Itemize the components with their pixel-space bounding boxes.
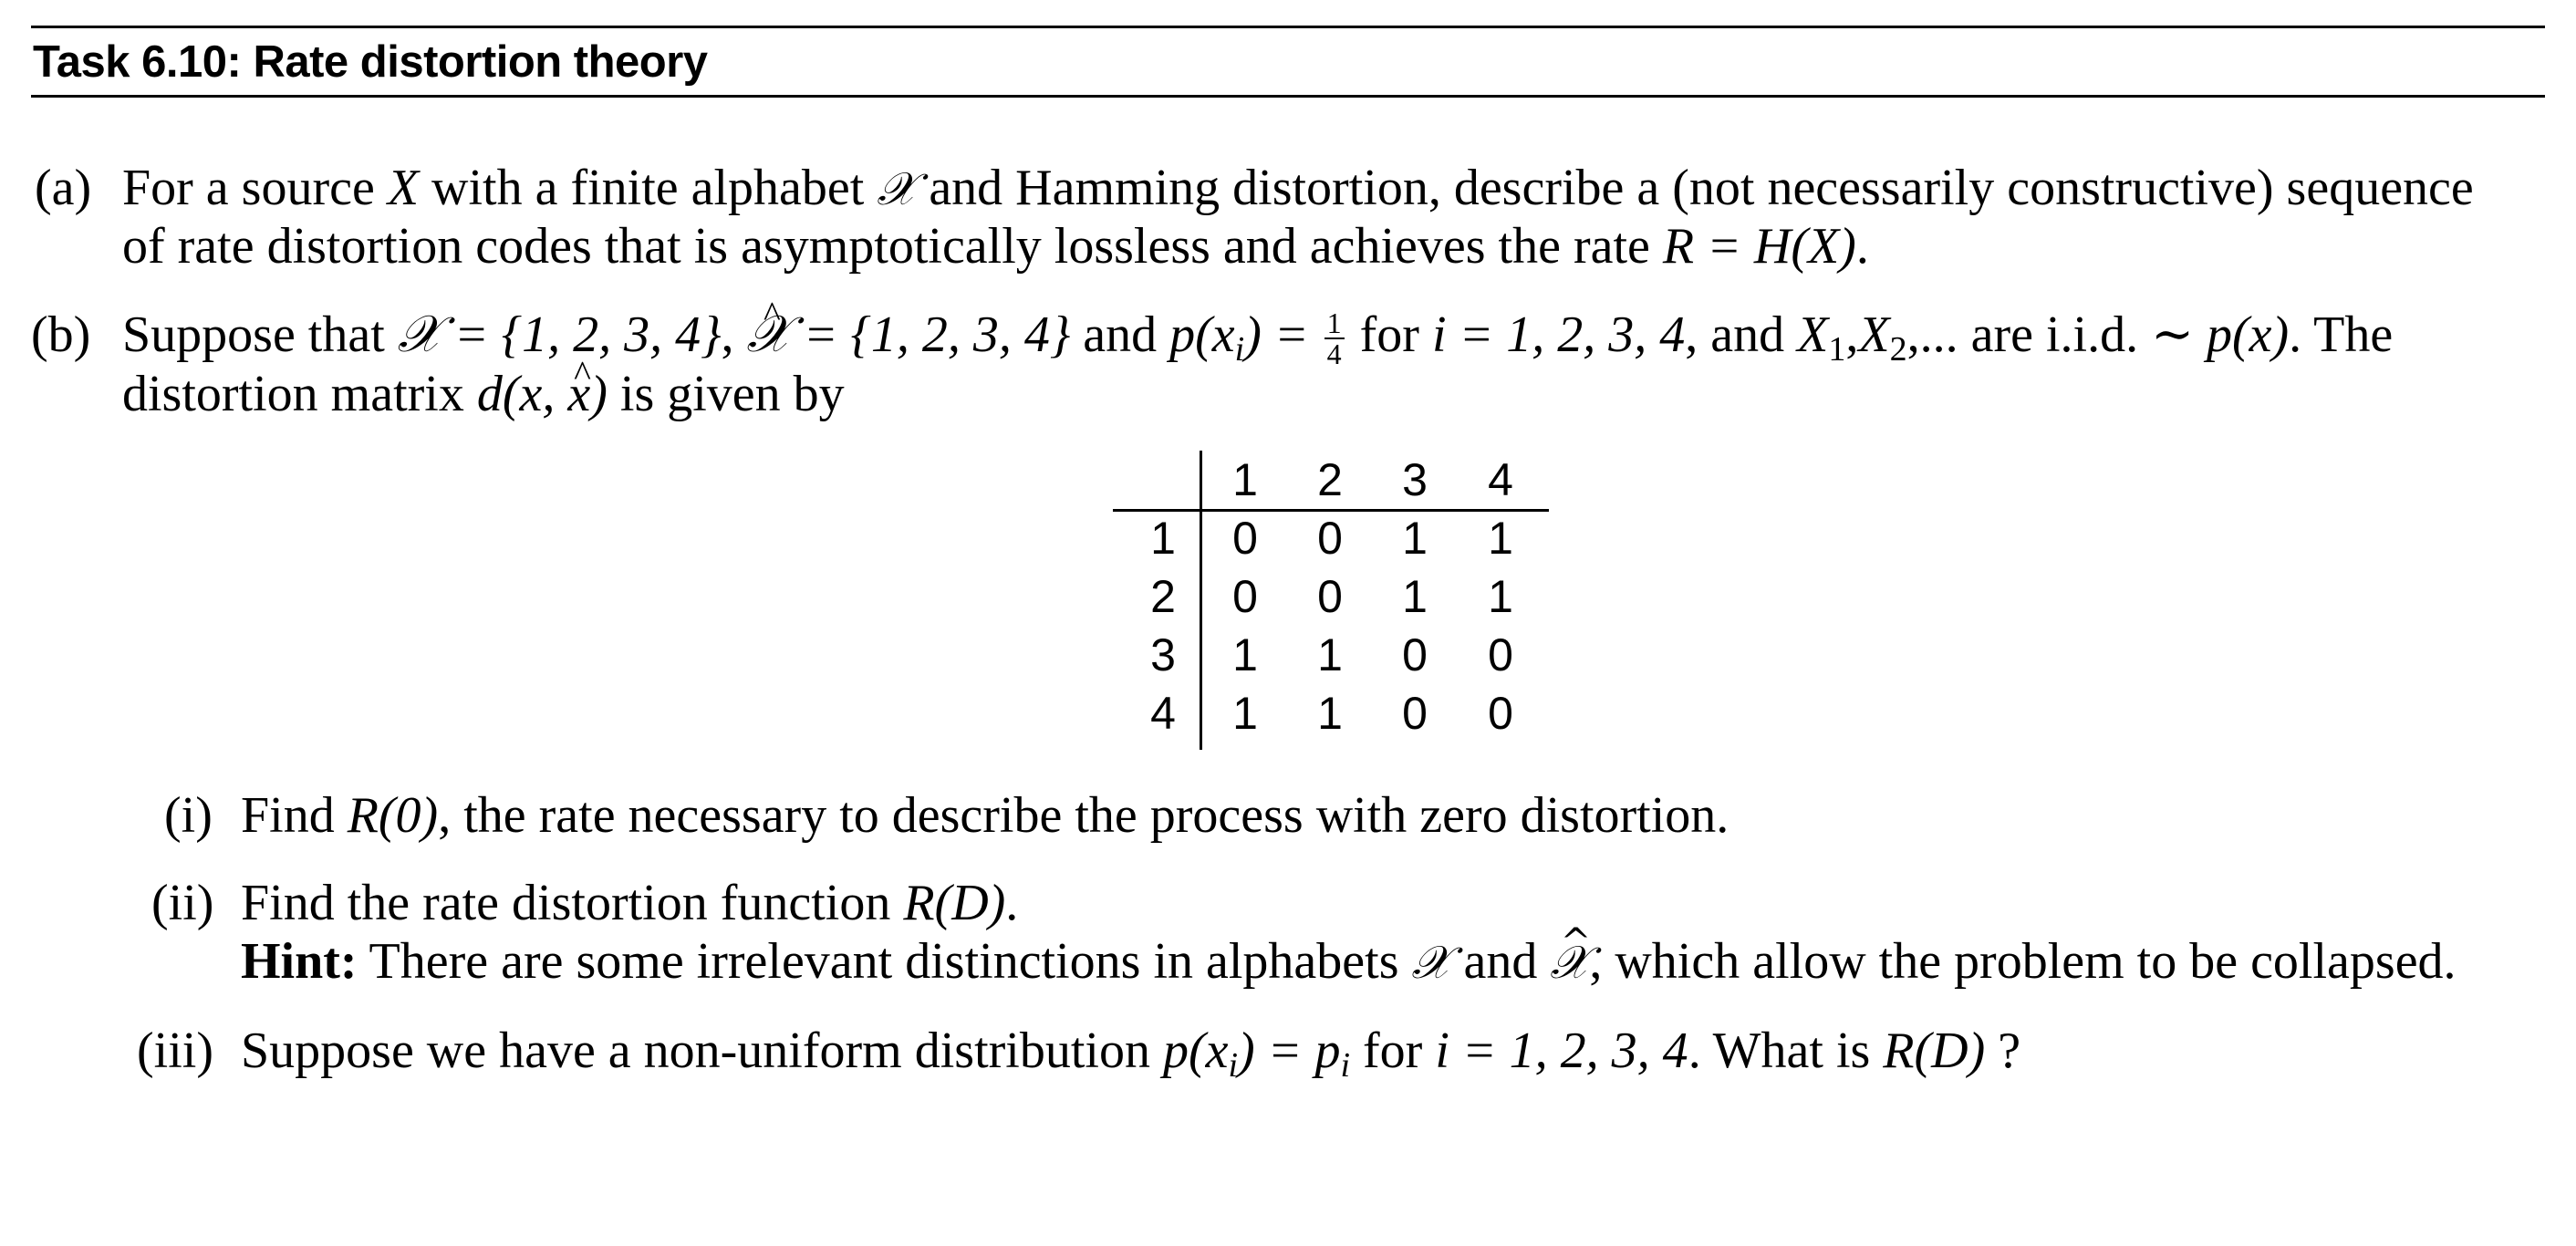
var-x: X (387, 160, 420, 216)
table-cell: 1 (1232, 688, 1258, 739)
table-cell: 1 (1317, 688, 1343, 739)
alphabet-xhat-def: = {1, 2, 3, 4} (790, 306, 1071, 363)
sub-ii-hint: Hint: There are some irrelevant distinctions in alphabets 𝒳 and ^ 𝒳, which allow the problem to be collapsed. (241, 932, 2457, 992)
one-quarter-fraction: $\frac{1}{4}$ (1324, 308, 1345, 369)
table-col-header: 1 (1232, 454, 1258, 505)
table-col-header: 3 (1402, 454, 1428, 505)
alphabet-x-symbol: 𝒳 (877, 162, 917, 215)
table-cell: 0 (1232, 513, 1258, 564)
table-row-header: 1 (1150, 513, 1176, 564)
table-row-header-rule (1200, 451, 1202, 750)
table-col-header: 4 (1488, 454, 1513, 505)
table-cell: 1 (1402, 571, 1428, 622)
part-a-label: (a) (35, 160, 92, 216)
sub-iii-label: (iii) (137, 1023, 213, 1079)
table-row-header: 3 (1150, 629, 1176, 680)
part-b-label: (b) (31, 306, 91, 363)
task-title: Task 6.10: Rate distortion theory (33, 37, 708, 87)
sub-i-text: Find R(0), the rate necessary to describe the process with zero distortion. (241, 787, 1729, 844)
alphabet-x-def: 𝒳 = {1, 2, 3, 4} (397, 306, 722, 363)
table-cell: 0 (1317, 513, 1343, 564)
part-b-line-2: distortion matrix d(x, ^ x) is given by (122, 365, 845, 423)
table-cell: 1 (1488, 571, 1513, 622)
table-cell: 1 (1232, 629, 1258, 680)
part-a-line-1: For a source X with a finite alphabet 𝒳 and Hamming distortion, describe a (not necessarily constructive) sequence (122, 160, 2474, 216)
sub-ii-text: Find the rate distortion function R(D). (241, 875, 1019, 931)
part-b-line-1: Suppose that 𝒳 = {1, 2, 3, 4}, ^ 𝒳 = {1, 2, 3, 4} and $p(x_i)$ = $\frac{1}{4}$ for i = 1, 2, 3, 4, and $X_1,X_2$,... are i.i.d. ∼ p(x). The (122, 306, 2393, 369)
table-cell: 1 (1317, 629, 1343, 680)
table-cell: 0 (1402, 629, 1428, 680)
alphabet-xhat-symbol: ^ 𝒳 (747, 306, 791, 364)
table-cell: 0 (1488, 629, 1513, 680)
sub-i-label: (i) (164, 787, 213, 844)
table-cell: 1 (1488, 513, 1513, 564)
distortion-matrix-table (1113, 451, 1551, 750)
table-col-header: 2 (1317, 454, 1343, 505)
table-row-header: 2 (1150, 571, 1176, 622)
table-cell: 1 (1402, 513, 1428, 564)
table-row-header: 4 (1150, 688, 1176, 739)
rate-formula: R = H(X) (1662, 218, 1856, 275)
part-a-line-2: of rate distortion codes that is asymptotically lossless and achieves the rate R = H(X). (122, 218, 1869, 275)
table-cell: 0 (1232, 571, 1258, 622)
hint-label: Hint: (241, 933, 358, 990)
table-cell: 0 (1317, 571, 1343, 622)
sub-ii-label: (ii) (151, 875, 214, 931)
table-cell: 0 (1402, 688, 1428, 739)
title-rule-bottom (31, 95, 2545, 98)
sub-iii-text: Suppose we have a non-uniform distribution $p(x_i) = p_i$ for i = 1, 2, 3, 4. What is R(D) ? (241, 1023, 2021, 1085)
title-rule-top (31, 26, 2545, 28)
table-cell: 0 (1488, 688, 1513, 739)
